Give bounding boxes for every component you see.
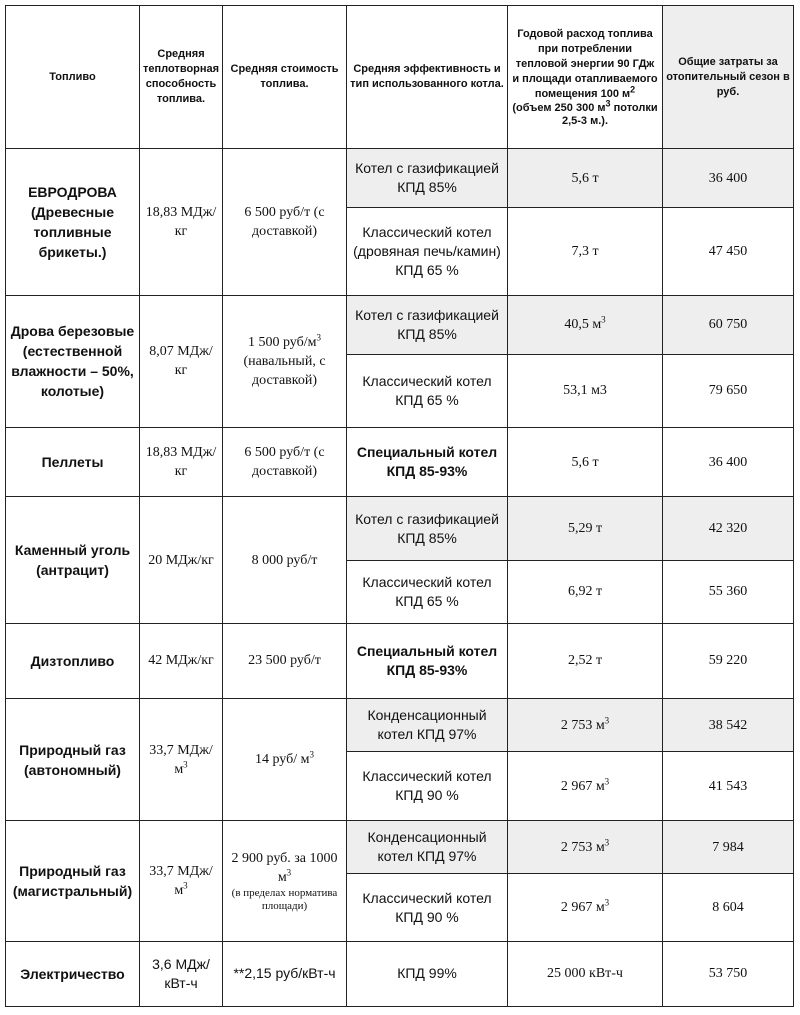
fuel-consumption-sup: 3 — [601, 314, 606, 325]
boiler-type: КПД 99% — [347, 941, 508, 1006]
total-cost: 8 604 — [663, 874, 794, 941]
fuel-consumption — [508, 874, 663, 941]
fuel-calorific-sup: 3 — [183, 880, 188, 891]
header-consumption-sub — [511, 97, 659, 128]
table-row — [6, 428, 794, 497]
fuel-consumption: 25 000 кВт-ч — [508, 941, 663, 1006]
fuel-consumption-sup: 3 — [604, 897, 610, 908]
fuel-consumption-sup: 3 — [604, 837, 610, 848]
boiler-type: Специальный котел КПД 85-93% — [347, 623, 508, 698]
table-row — [6, 497, 794, 560]
fuel-cost: **2,15 руб/кВт-ч — [223, 941, 347, 1006]
fuel-calorific: 42 МДж/кг — [140, 623, 223, 698]
fuel-consumption — [508, 821, 663, 874]
fuel-cost-note: (в пределах норматива площади) — [231, 887, 338, 913]
boiler-type: Котел с газификацией КПД 85% — [347, 295, 508, 354]
total-cost: 38 542 — [663, 699, 794, 752]
header-efficiency: Средняя эффективность и тип использованного котла. — [347, 6, 508, 149]
fuel-name: Природный газ (автономный) — [6, 699, 140, 821]
boiler-type: Котел с газификацией КПД 85% — [347, 149, 508, 208]
fuel-calorific: 20 МДж/кг — [140, 497, 223, 623]
table-row — [6, 623, 794, 698]
fuel-consumption-sup: 3 — [604, 776, 610, 787]
table-row — [6, 295, 794, 354]
fuel-cost-main: 2 900 руб. за 1000 м — [231, 851, 338, 886]
table-row — [6, 149, 794, 208]
header-total: Общие затраты за отопительный сезон в руб. — [663, 6, 794, 149]
fuel-cost-rest: (навальный, с доставкой) — [243, 353, 326, 388]
header-consumption-sub-sup: 3 — [605, 97, 611, 108]
boiler-type: Специальный котел КПД 85-93% — [347, 428, 508, 497]
fuel-cost — [223, 295, 347, 427]
fuel-consumption-main: 2 967 м — [560, 900, 605, 916]
fuel-name: Дрова березовые (естественной влажности – 50%, колотые) — [6, 295, 140, 427]
total-cost: 36 400 — [663, 149, 794, 208]
header-consumption — [508, 6, 663, 149]
fuel-cost: 6 500 руб/т (с доставкой) — [223, 149, 347, 296]
fuel-consumption-main: 2 753 м — [560, 717, 605, 733]
fuel-consumption: 7,3 т — [508, 208, 663, 296]
fuel-consumption-main: 40,5 м — [564, 317, 602, 333]
fuel-cost-sup: 3 — [286, 867, 292, 878]
boiler-type: Классический котел КПД 65 % — [347, 560, 508, 623]
boiler-type: Котел с газификацией КПД 85% — [347, 497, 508, 560]
fuel-consumption-sup: 3 — [604, 715, 610, 726]
total-cost: 60 750 — [663, 295, 794, 354]
boiler-type: Конденсационный котел КПД 97% — [347, 699, 508, 752]
fuel-consumption — [508, 752, 663, 821]
fuel-name: Электричество — [6, 941, 140, 1006]
total-cost: 55 360 — [663, 560, 794, 623]
header-consumption-main: Годовой расход топлива при потреблении тепловой энергии 90 ГДж и площади отапливаемого помещения 100 м — [512, 27, 658, 100]
fuel-name: Каменный уголь (антрацит) — [6, 497, 140, 623]
header-calorific: Средняя теплотворная способность топлива. — [140, 6, 223, 149]
fuel-name: Пеллеты — [6, 428, 140, 497]
table-row — [6, 821, 794, 874]
total-cost: 36 400 — [663, 428, 794, 497]
header-fuel: Топливо — [6, 6, 140, 149]
fuel-cost-sup: 3 — [316, 332, 321, 343]
total-cost: 47 450 — [663, 208, 794, 296]
total-cost: 79 650 — [663, 354, 794, 427]
fuel-calorific — [140, 821, 223, 941]
fuel-cost-main: 14 руб/ м — [254, 752, 310, 768]
fuel-cost: 8 000 руб/т — [223, 497, 347, 623]
fuel-cost — [223, 821, 347, 941]
header-row — [6, 6, 794, 149]
fuel-cost-sup: 3 — [309, 749, 314, 760]
fuel-cost — [223, 699, 347, 821]
fuel-consumption: 53,1 м3 — [508, 354, 663, 427]
fuel-name: Дизтопливо — [6, 623, 140, 698]
total-cost: 42 320 — [663, 497, 794, 560]
fuel-consumption-main: 2 753 м — [560, 839, 605, 855]
total-cost: 53 750 — [663, 941, 794, 1006]
fuel-consumption: 2,52 т — [508, 623, 663, 698]
fuel-cost: 6 500 руб/т (с доставкой) — [223, 428, 347, 497]
fuel-cost: 23 500 руб/т — [223, 623, 347, 698]
fuel-consumption — [508, 295, 663, 354]
boiler-type: Классический котел (дровяная печь/камин) КПД 65 % — [347, 208, 508, 296]
total-cost: 7 984 — [663, 821, 794, 874]
table-row — [6, 699, 794, 752]
header-cost: Средняя стоимость топлива. — [223, 6, 347, 149]
fuel-calorific: 3,6 МДж/кВт-ч — [140, 941, 223, 1006]
fuel-calorific: 18,83 МДж/кг — [140, 428, 223, 497]
fuel-name: ЕВРОДРОВА (Древесные топливные брикеты.) — [6, 149, 140, 296]
header-consumption-sup: 2 — [630, 83, 636, 94]
boiler-type: Классический котел КПД 90 % — [347, 752, 508, 821]
fuel-comparison-table — [5, 5, 794, 1007]
fuel-consumption: 6,92 т — [508, 560, 663, 623]
header-consumption-sub-text: (объем 250 300 м — [512, 101, 606, 114]
fuel-calorific-sup: 3 — [183, 759, 188, 770]
boiler-type: Конденсационный котел КПД 97% — [347, 821, 508, 874]
header-consumption-sub-end: потолки 2,5-3 м.). — [561, 101, 658, 127]
total-cost: 41 543 — [663, 752, 794, 821]
fuel-consumption-main: 2 967 м — [560, 778, 605, 794]
table-row — [6, 941, 794, 1006]
boiler-type: Классический котел КПД 90 % — [347, 874, 508, 941]
fuel-calorific: 18,83 МДж/кг — [140, 149, 223, 296]
total-cost: 59 220 — [663, 623, 794, 698]
fuel-consumption: 5,6 т — [508, 149, 663, 208]
fuel-calorific — [140, 699, 223, 821]
fuel-name: Природный газ (магистральный) — [6, 821, 140, 941]
fuel-consumption — [508, 699, 663, 752]
boiler-type: Классический котел КПД 65 % — [347, 354, 508, 427]
fuel-calorific-main: 33,7 МДж/м — [149, 864, 213, 899]
fuel-consumption: 5,29 т — [508, 497, 663, 560]
fuel-cost-main: 1 500 руб/м — [247, 334, 317, 350]
fuel-calorific-main: 33,7 МДж/м — [149, 742, 213, 777]
fuel-consumption: 5,6 т — [508, 428, 663, 497]
fuel-calorific: 8,07 МДж/кг — [140, 295, 223, 427]
